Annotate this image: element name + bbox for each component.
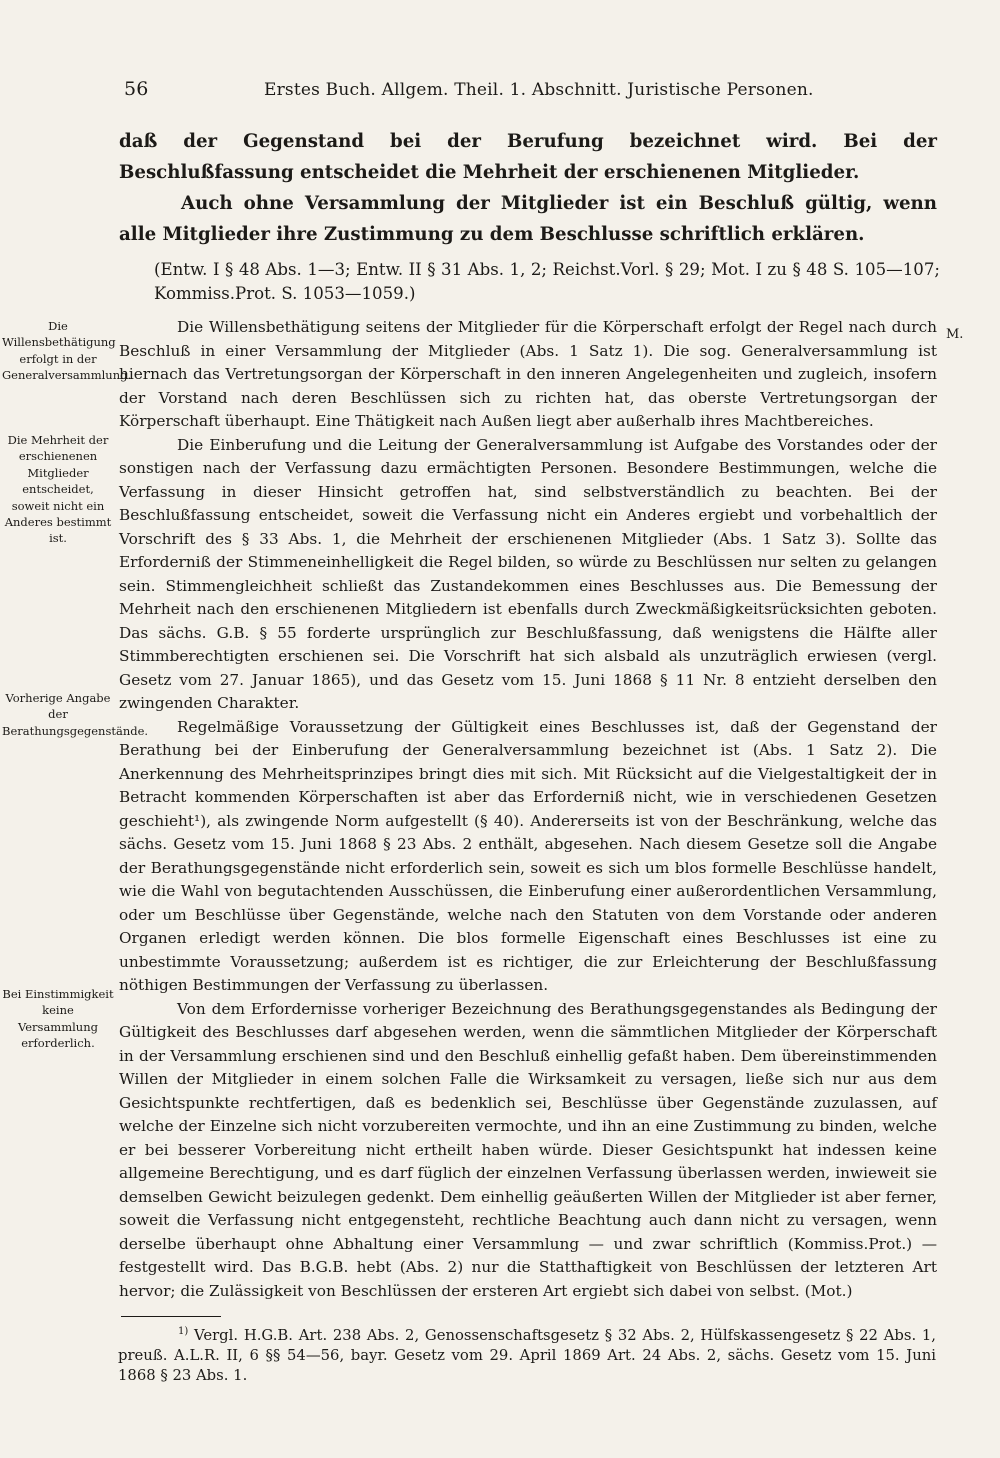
page-header: [124, 78, 824, 100]
margin-note-4: Bei Einstimmigkeit keine Versammlung erforderlich.: [2, 987, 114, 1051]
commentary-paragraph-2: Die Einberufung und die Leitung der Generalversammlung ist Aufgabe des Vorstandes oder der sonstigen nach der Verfassung dazu ermächtigten Personen. Besondere Bestimmungen, welche die Verfassung in dieser Hinsicht getroffen hat, sind selbstverständlich zu beachten. Bei der Beschlußfassung entscheidet, soweit die Verfassung nicht ein Anderes ergiebt und vorbehaltlich der Vorschrift des § 33 Abs. 1, die Mehrheit der erschienenen Mitglieder (Abs. 1 Satz 3). Sollte das Erforderniß der Stimmeneinhelligkeit die Regel bilden, so würde zu Beschlüssen nur selten zu gelangen sein. Stimmengleichheit schließt das Zustandekommen eines Beschlusses aus. Die Bemessung der Mehrheit nach den erschienenen Mitgliedern ist ebenfalls durch Zweckmäßigkeitsrücksichten geboten. Das sächs. G.B. § 55 forderte ursprünglich zur Beschlußfassung, daß wenigstens die Hälfte aller Stimmberechtigten erschienen sei. Die Vorschrift hat sich alsbald als unzuträglich erwiesen (vergl. Gesetz vom 27. Januar 1865), und das Gesetz vom 15. Juni 1868 § 11 Nr. 8 entzieht derselben den zwingenden Charakter.: [119, 435, 937, 712]
footnote-mark: 1): [178, 1326, 189, 1337]
commentary-paragraph-3: Regelmäßige Voraussetzung der Gültigkeit eines Beschlusses ist, daß der Gegenstand der Berathung bei der Einberufung der Generalversammlung bezeichnet ist (Abs. 1 Satz 2). Die Anerkennung des Mehrheitsprinzipes bringt dies mit sich. Mit Rücksicht auf die Vielgestaltigkeit der in Betracht kommenden Körperschaften ist aber das Erforderniß nicht, wie in verschiedenen Gesetzen geschieht¹), als zwingende Norm aufgestellt (§ 40). Andererseits ist von der Beschränkung, welche das sächs. Gesetz vom 15. Juni 1868 § 23 Abs. 2 enthält, abgesehen. Nach diesem Gesetze soll die Angabe der Berathungsgegenstände nicht erforderlich sein, soweit es sich um blos formelle Beschlüsse handelt, wie die Wahl von begutachtenden Ausschüssen, die Einberufung einer außerordentlichen Versammlung, oder um Beschlüsse über Gegenstände, welche nach den Statuten von dem Vorstande oder anderen Organen erledigt werden können. Die blos formelle Eigenschaft eines Beschlusses ist eine zu unbestimmte Voraussetzung; außerdem ist es richtiger, die zur Erleichterung der Beschlußfassung nöthigen Bestimmungen der Verfassung zu überlassen.: [119, 717, 937, 994]
commentary: [119, 316, 937, 1303]
commentary-paragraph-1: Die Willensbethätigung seitens der Mitglieder für die Körperschaft erfolgt der Regel nach durch Beschluß in einer Versammlung der Mitglieder (Abs. 1 Satz 1). Die sog. Generalversammlung ist hiernach das Vertretungsorgan der Körperschaft in den inneren Angelegenheiten und zugleich, insofern der Vorstand nach deren Beschlüssen sich zu richten hat, das oberste Vertretungsorgan der Körperschaft überhaupt. Eine Thätigkeit nach Außen liegt aber außerhalb ihres Machtbereiches.: [119, 318, 937, 430]
statute-paragraph-2: Auch ohne Versammlung der Mitglieder ist ein Beschluß gültig, wenn alle Mitglieder ihre Zustimmung zu dem Beschlusse schriftlich erklären.: [119, 193, 937, 245]
commentary-paragraph-4: Von dem Erfordernisse vorheriger Bezeichnung des Berathungsgegenstandes als Bedingung der Gültigkeit des Beschlusses darf abgesehen werden, wenn die sämmtlichen Mitglieder der Körperschaft in der Versammlung erschienen sind und den Beschluß einhellig gefaßt haben. Dem übereinstimmenden Willen der Mitglieder in einem solchen Falle die Wirksamkeit zu versagen, ließe sich nur aus dem Gesichtspunkte rechtfertigen, daß es bedenklich sei, Beschlüsse über Gegenstände zuzulassen, auf welche der Einzelne sich nicht vorzubereiten vermochte, und ihn an eine Zustimmung zu binden, welche er bei besserer Vorbereitung nicht ertheilt haben würde. Dieser Gesichtspunkt hat indessen keine allgemeine Berechtigung, und es darf füglich der einzelnen Verfassung überlassen werden, inwieweit sie demselben Gewicht beizulegen gedenkt. Dem einhellig geäußerten Willen der Mitglieder ist aber ferner, soweit die Verfassung nicht entgegensteht, rechtliche Beachtung auch dann nicht zu versagen, wenn derselbe überhaupt ohne Abhaltung einer Versammlung — und zwar schriftlich (Kommiss.Prot.) — festgestellt wird. Das B.G.B. hebt (Abs. 2) nur die Statthaftigkeit von Beschlüssen der letzteren Art hervor; die Zulässigkeit von Beschlüssen der ersteren Art ergiebt sich dabei von selbst. (Mot.): [119, 999, 937, 1300]
margin-note-3: Vorherige Angabe der Berathungsgegenstände.: [2, 691, 149, 738]
citation: (Entw. I § 48 Abs. 1—3; Entw. II § 31 Abs. 1, 2; Reichst.Vorl. § 29; Mot. I zu § 48 S. 105—107; Kommiss.Prot. S. 1053—1059.): [154, 260, 940, 303]
page-number: 56: [124, 78, 149, 100]
statute-paragraph-1: daß der Gegenstand bei der Berufung bezeichnet wird. Bei der Beschlußfassung entscheidet die Mehrheit der erschienenen Mitglieder.: [119, 131, 937, 183]
running-title: Erstes Buch. Allgem. Theil. 1. Abschnitt. Juristische Personen.: [264, 80, 814, 100]
footnote-rule: [121, 1316, 221, 1317]
margin-note-1: Die Willensbethätigung erfolgt in der Generalversammlung.: [2, 319, 132, 383]
footnote-text: Vergl. H.G.B. Art. 238 Abs. 2, Genossenschaftsgesetz § 32 Abs. 2, Hülfskassengesetz § 22 Abs. 1, preuß. A.L.R. II, 6 §§ 54—56, bayr. Gesetz vom 29. April 1869 Art. 24 Abs. 2, sächs. Gesetz vom 15. Juni 1868 § 23 Abs. 1.: [118, 1326, 936, 1384]
margin-note-2: Die Mehrheit der erschienenen Mitglieder entscheidet, soweit nicht ein Anderes bestimmt ist.: [4, 433, 112, 546]
margin-mark: M.: [946, 327, 964, 342]
statute-text: [119, 126, 937, 250]
footnote: [118, 1322, 936, 1386]
